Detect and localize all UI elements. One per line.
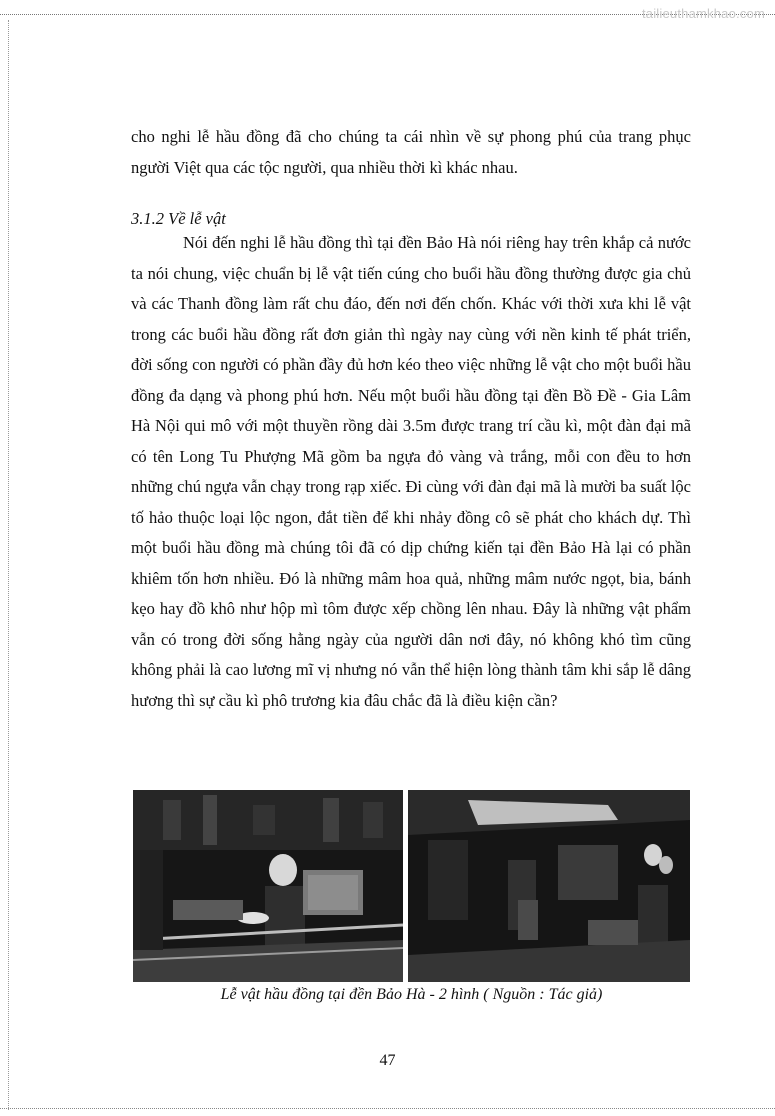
- body-paragraph-block: [131, 228, 691, 716]
- page-number: 47: [379, 1052, 396, 1069]
- body-paragraph: Nói đến nghi lễ hầu đồng thì tại đền Bảo Hà nói riêng hay trên khắp cả nước ta nói chung, việc chuẩn bị lễ vật tiến cúng cho buổi hầu đồng thường được gia chủ và các Thanh đồng làm rất chu đáo, đến nơi đến chốn. Khác với thời xưa khi lễ vật trong các buổi hầu đồng rất đơn giản thì ngày nay cùng với nền kinh tế phát triển, đời sống con người có phần đầy đủ hơn kéo theo việc những lễ vật cho một buổi hầu đồng đa dạng và phong phú hơn. Nếu một buổi hầu đồng tại đền Bồ Đề - Gia Lâm Hà Nội qui mô với một thuyền rồng dài 3.5m được trang trí cầu kì, một đàn đại mã có tên Long Tu Phượng Mã gồm ba ngựa đỏ vàng và trắng, mỗi con đều to hơn những chú ngựa vẫn chạy trong rạp xiếc. Đi cùng với đàn đại mã là mười ba suất lộc tố hảo thuộc loại lộc ngon, đắt tiền để khi nhảy đồng cô sẽ phát cho khách dự. Thì một buổi hầu đồng mà chúng tôi đã có dịp chứng kiến tại đền Bảo Hà lại có phần khiêm tốn hơn nhiều. Đó là những mâm hoa quả, những mâm nước ngọt, bia, bánh kẹo hay đồ khô như hộp mì tôm được xếp chồng lên nhau. Đây là những vật phẩm vẫn có trong đời sống hằng ngày của người dân nơi đây, nó không khó tìm cũng không phải là cao lương mĩ vị nhưng nó vẫn thể hiện lòng thành tâm khi sắp lễ dâng hương thì sự cầu kì phô trương kia đâu chắc đã là điều kiện cần?: [131, 233, 691, 710]
- intro-paragraph-block: [131, 122, 691, 183]
- intro-paragraph: cho nghi lễ hầu đồng đã cho chúng ta cái nhìn về sự phong phú của trang phục người Việt qua các tộc người, qua nhiều thời kì khác nhau.: [131, 127, 691, 177]
- bottom-scan-border: [0, 1108, 775, 1109]
- section-heading: 3.1.2 Về lễ vật: [131, 209, 226, 228]
- watermark: tailieuthamkhao.com: [641, 6, 765, 21]
- offering-photo-left: [133, 790, 403, 982]
- offering-photo-right: [408, 790, 690, 982]
- photo-caption: Lễ vật hầu đồng tại đền Bảo Hà - 2 hình ( Nguồn : Tác giả): [220, 986, 603, 1003]
- left-scan-border: [8, 20, 9, 1110]
